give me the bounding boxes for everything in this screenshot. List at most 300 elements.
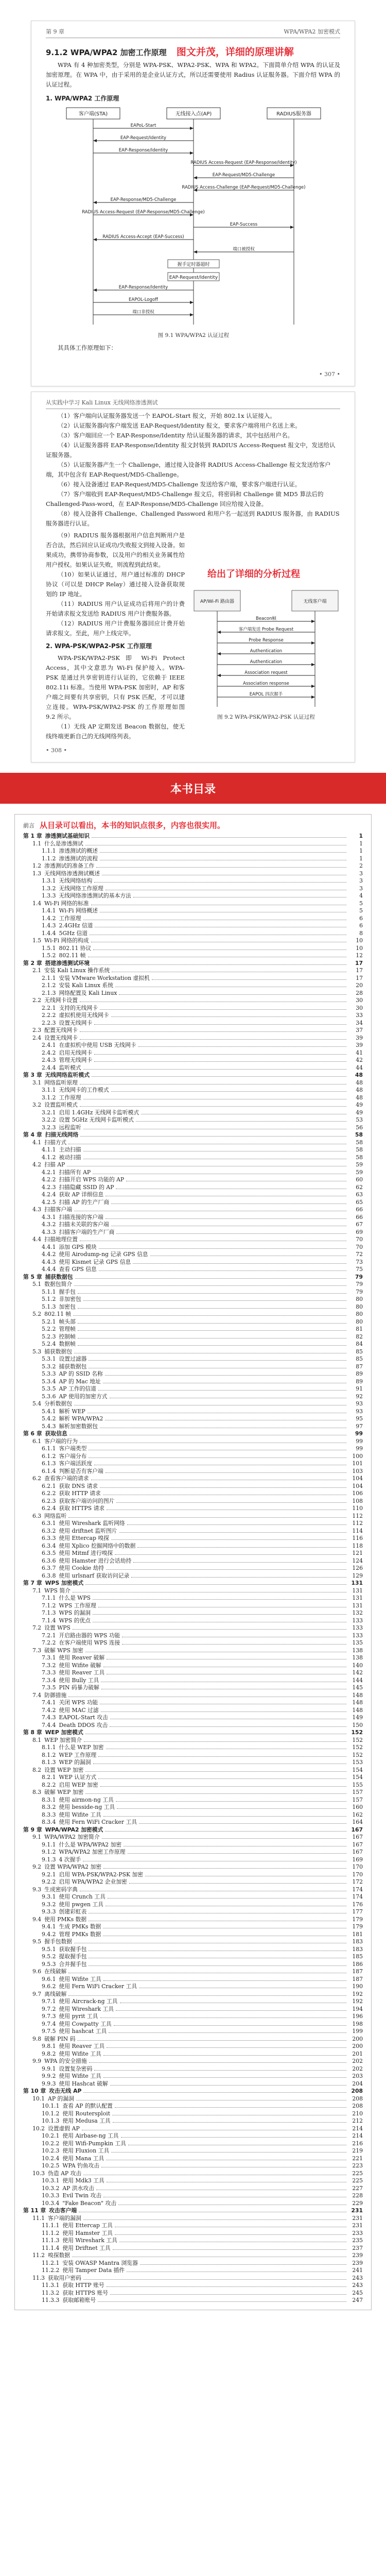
toc-dots: [74, 1401, 346, 1405]
toc-dots: [127, 2267, 346, 2272]
toc-lbl: 无线网卡设置: [44, 997, 78, 1004]
toc-pg: 148: [352, 1691, 363, 1699]
toc-lbl: WPA 钓鱼攻击: [62, 2162, 100, 2169]
toc-lbl: 使用 Wireshark 工具: [59, 2005, 114, 2012]
toc-pg: 219: [352, 2147, 363, 2154]
toc-pg: 60: [356, 1176, 363, 1183]
toc-entry: [23, 1400, 363, 1408]
toc-pg: 1: [359, 848, 363, 854]
toc-entry: [23, 2170, 363, 2178]
toc-num: 10.3.4: [42, 2199, 60, 2207]
toc-num: 5.1: [32, 1281, 42, 1287]
table-of-contents: [14, 814, 372, 2310]
toc-chapter: [23, 1430, 363, 1438]
toc-num: 9.2: [32, 1863, 42, 1870]
toc-num: 1.1: [32, 840, 42, 847]
toc-lbl: 使用 Wifite 工具: [59, 1811, 101, 1818]
toc-dots: [99, 1266, 346, 1271]
toc-pg: 160: [352, 1804, 363, 1810]
toc-lbl: 开启路由器的 WPS 功能: [59, 1632, 120, 1639]
toc-entry: [23, 1946, 363, 1954]
toc-entry: [23, 1543, 363, 1550]
toc-lbl: 添加 GPS 模块: [59, 1243, 97, 1250]
toc-pg: 167: [352, 1834, 363, 1840]
toc-pg: 37: [356, 1027, 363, 1033]
toc-entry: [23, 1453, 363, 1461]
toc-lbl: 在客户端使用 WPS 连接: [59, 1639, 120, 1646]
toc-entry: [23, 877, 363, 885]
toc-dots: [101, 1677, 346, 1682]
toc-entry: [23, 1483, 363, 1490]
toc-pg: 49: [356, 1109, 363, 1116]
toc-dots: [116, 1184, 346, 1189]
toc-entry: [23, 1908, 363, 1916]
toc-dots: [145, 1872, 346, 1876]
page-number: • 307 •: [319, 371, 340, 378]
toc-dots: [84, 1737, 346, 1742]
toc-dots: [100, 1700, 346, 1704]
toc-num: 第 2 章: [23, 959, 42, 967]
toc-num: 1.3.1: [42, 877, 56, 884]
toc-dots: [133, 1558, 346, 1563]
message-label: Beacon帧: [255, 616, 277, 621]
toc-dots: [137, 1543, 346, 1548]
toc-lbl: 使用 Hamster 进行会话劫持: [59, 1557, 132, 1564]
toc-pg: 58: [356, 1154, 363, 1161]
toc-lbl: 获取信息: [45, 1430, 67, 1437]
toc-pg: 73: [356, 1258, 363, 1265]
toc-entry: [23, 1856, 363, 1864]
toc-pg: 152: [352, 1736, 363, 1743]
toc-entry: [23, 1311, 363, 1318]
toc-num: 11.3.3: [42, 2297, 60, 2303]
toc-entry: [23, 1520, 363, 1528]
toc-chapter: [23, 1072, 363, 1079]
toc-pg: 97: [356, 1422, 363, 1430]
toc-pg: 121: [352, 1550, 363, 1556]
toc-dots: [107, 1505, 346, 1510]
toc-num: 4.4.4: [42, 1266, 56, 1273]
toc-dots: [94, 1461, 346, 1465]
toc-dots: [93, 1170, 346, 1174]
toc-entry: [23, 1662, 363, 1670]
toc-dots: [85, 1580, 346, 1585]
toc-dots: [106, 1192, 346, 1196]
toc-lbl: 管理无线网卡: [59, 1057, 93, 1063]
toc-entry: [23, 1094, 363, 1102]
toc-entry: [23, 2006, 363, 2013]
arrow-head: [93, 289, 97, 292]
toc-lbl: 无线网络结构: [59, 877, 93, 884]
toc-dots: [74, 1207, 346, 1211]
toc-entry: [23, 1602, 363, 1610]
toc-lbl: 解析加密数据包: [59, 1422, 98, 1430]
toc-lbl: 获取 HTTPS 请求: [59, 1505, 105, 1512]
toc-lbl: 扫描客户端的生产厂商: [59, 1228, 115, 1235]
toc-entry: [23, 1565, 363, 1572]
toc-lbl: 启用 WPA-PSK/WPA2-PSK 加密: [59, 1871, 144, 1878]
toc-pg: 169: [352, 1856, 363, 1863]
toc-entry: [23, 1931, 363, 1939]
toc-lbl: WPA 的安全措施: [44, 2058, 87, 2064]
toc-dots: [107, 1655, 346, 1659]
toc-lbl: 安装 VMware Workstation 虚拟机: [59, 974, 150, 981]
toc-pg: 48: [356, 1079, 363, 1086]
toc-entry: [23, 1961, 363, 1969]
toc-num: 4.4: [32, 1236, 42, 1243]
toc-pg: 204: [352, 2080, 363, 2087]
toc-num: 7.1: [32, 1587, 42, 1594]
toc-pg: 214: [352, 2132, 363, 2139]
toc-num: 5.2.3: [42, 1333, 56, 1340]
red-annotation: 从目录可以看出，本书的知识点很多，内容也很实用。: [40, 821, 225, 830]
toc-entry: [23, 1789, 363, 1797]
toc-num: 9.7.1: [42, 1998, 56, 2005]
toc-entry: [23, 1811, 363, 1819]
step-item: （4）认证服务器将 EAP-Response/Identity 报文封装到 RADIUS Access-Request 报文中，发送给认证服务器。: [46, 442, 336, 459]
toc-entry: [23, 1550, 363, 1557]
toc-lbl: 什么是 WPS: [59, 1595, 91, 1601]
toc-pg: 150: [352, 1721, 363, 1728]
toc-dots: [133, 1259, 346, 1264]
toc-lbl: 合并握手包: [59, 1960, 87, 1968]
toc-dots: [106, 1214, 346, 1219]
toc-lbl: 扫描地理位置: [44, 1236, 78, 1243]
toc-pg: 48: [356, 1087, 363, 1093]
toc-lbl: WPS 工作原理: [59, 1602, 96, 1609]
step-item: （1）客户端向认证服务器发送一个 EAPOL-Start 报文，开始 802.1x 认证接入。: [58, 412, 276, 419]
toc-dots: [131, 1573, 346, 1578]
toc-num: 11.2.1: [42, 2259, 60, 2266]
toc-lbl: 获取客户端访问的图片: [59, 1497, 115, 1504]
toc-entry: [23, 1849, 363, 1856]
toc-pg: 231: [351, 2207, 363, 2214]
toc-dots: [83, 2275, 346, 2280]
toc-num: 11.2: [32, 2252, 45, 2259]
toc-entry: [23, 2237, 363, 2245]
toc-lbl: 使用 Fluxion 工具: [62, 2147, 110, 2154]
toc-dots: [106, 1468, 346, 1473]
toc-entry: [23, 2185, 363, 2193]
toc-lbl: 使用 Cowpatty 工具: [59, 2020, 112, 2027]
toc-lbl: 创建彩虹表: [59, 1908, 87, 1915]
toc-num: 7.1.1: [42, 1595, 56, 1601]
toc-dots: [129, 1879, 346, 1884]
toc-pg: 129: [352, 1572, 363, 1579]
toc-entry: [23, 1528, 363, 1535]
toc-num: 9.3.2: [42, 1901, 56, 1908]
step-item: （5）认证服务器产生一个 Challenge，通过接入设备将 RADIUS Access-Challenge 报文发送给客户端，其中包含有 EAP-Request/MD5-Challenge。: [46, 461, 331, 478]
toc-lbl: 客户端类型: [59, 1445, 87, 1452]
toc-pg: 131: [352, 1602, 363, 1609]
toc-pg: 200: [352, 2035, 363, 2042]
toc-num: 7.3.1: [42, 1654, 56, 1661]
toc-num: 6.2.4: [42, 1505, 56, 1512]
toc-entry: [23, 1281, 363, 1289]
toc-dots: [98, 2297, 346, 2302]
toc-dots: [122, 1640, 346, 1645]
toc-lbl: 生成 PMKs 数据: [59, 1923, 101, 1930]
toc-pg: 190: [352, 1983, 363, 1990]
toc-lbl: 搭建渗透测试环境: [45, 959, 90, 967]
toc-pg: 80: [356, 1303, 363, 1310]
toc-num: 第 9 章: [23, 1826, 42, 1833]
toc-lbl: 解析 WPA/WPA2: [59, 1415, 103, 1422]
toc-num: 5.1.2: [42, 1296, 56, 1302]
toc-dots: [92, 1072, 346, 1077]
toc-num: 9.4.2: [42, 1930, 56, 1938]
toc-num: 3.2.2: [42, 1116, 56, 1123]
toc-pg: 227: [352, 2184, 363, 2192]
toc-entry: [23, 1587, 363, 1595]
toc-num: 4.3.1: [42, 1213, 56, 1221]
toc-dots: [85, 841, 346, 845]
message-label: Authentication: [250, 659, 283, 665]
toc-pg: 167: [352, 1849, 363, 1855]
toc-pg: 176: [352, 1901, 363, 1908]
toc-entry: [23, 1774, 363, 1782]
toc-dots: [67, 1162, 346, 1166]
toc-pg: 144: [352, 1676, 363, 1684]
toc-pg: 79: [356, 1281, 363, 1287]
toc-pg: 183: [352, 1938, 363, 1945]
toc-dots: [111, 1012, 346, 1017]
message-label: EAP-Request/Identity: [120, 135, 167, 141]
toc-pg: 58: [355, 1131, 363, 1138]
toc-entry: [23, 1572, 363, 1580]
toc-chapter: [23, 833, 363, 840]
toc-dots: [102, 1834, 346, 1839]
toc-entry: [23, 975, 363, 982]
toc-dots: [68, 1692, 346, 1697]
toc-pg: 3: [359, 885, 363, 892]
toc-num: 9.8: [32, 2035, 42, 2042]
toc-lbl: 数据包简介: [44, 1281, 73, 1287]
arrow-head: [194, 176, 197, 179]
toc-pg: 152: [352, 1744, 363, 1751]
toc-entry: [23, 1109, 363, 1117]
right-column: [192, 531, 340, 741]
toc-num: 5.3.6: [42, 1393, 56, 1400]
toc-entry: [23, 1266, 363, 1274]
toc-lbl: 什么是 WPA/WPA2 加密: [59, 1841, 122, 1848]
message-label: RADIUS Access-Request (EAP-Response/MD5-Challenge): [82, 210, 205, 215]
toc-entry: [23, 1341, 363, 1348]
toc-lbl: 破解 WEP 加密: [44, 1789, 84, 1795]
toc-pg: 104: [352, 1482, 363, 1489]
toc-dots: [83, 1147, 346, 1151]
toc-dots: [112, 2111, 346, 2115]
toc-num: 8.3.2: [42, 1804, 56, 1810]
message-label: EAP-Request/MD5-Challenge: [212, 173, 275, 178]
toc-dots: [68, 1140, 346, 1144]
toc-lbl: 安装 Kali Linux 操作系统: [44, 967, 110, 974]
toc-pg: 104: [352, 1475, 363, 1482]
arrow-head: [217, 674, 221, 677]
toc-pg: 59: [356, 1161, 363, 1168]
toc-dots: [105, 1371, 346, 1376]
toc-num: 5.2.4: [42, 1341, 56, 1347]
toc-num: 1.1.2: [42, 855, 56, 862]
toc-dots: [80, 1887, 346, 1891]
toc-lbl: 设置无线网卡: [44, 1034, 78, 1041]
toc-pg: 63: [356, 1191, 363, 1198]
toc-dots: [69, 1431, 346, 1435]
toc-lbl: 使用 pyrit 工具: [59, 2013, 98, 2020]
toc-pg: 179: [352, 1916, 363, 1923]
toc-dots: [136, 1117, 346, 1122]
toc-pg: 44: [356, 1064, 363, 1071]
book-page-307: [31, 21, 355, 386]
toc-lbl: 使用 Crunch 工具: [59, 1893, 106, 1900]
toc-dots: [89, 1446, 346, 1450]
toc-dots: [93, 945, 346, 950]
toc-dots: [74, 1939, 346, 1943]
toc-num: 9.1: [32, 1834, 42, 1840]
toc-entry: [23, 1408, 363, 1416]
toc-pg: 133: [352, 1632, 363, 1639]
toc-pg: 106: [352, 1490, 363, 1497]
toc-pg: 192: [352, 1998, 363, 2005]
arrow-head: [93, 139, 97, 142]
arrow-head: [311, 663, 315, 666]
toc-dots: [118, 2200, 346, 2205]
toc-lbl: 设置 WEP 加密: [44, 1766, 84, 1773]
toc-num: 3.2: [32, 1101, 42, 1108]
toc-lbl: 获取 HTTP 请求: [59, 1490, 101, 1497]
toc-entry: [23, 2050, 363, 2058]
toc-entry: [23, 1475, 363, 1483]
toc-lbl: 网络监听: [44, 1512, 67, 1519]
toc-num: 11.3.1: [42, 2282, 60, 2289]
arrow-head: [93, 238, 97, 241]
toc-dots: [80, 1035, 346, 1040]
message-label: 端口被授权: [233, 247, 255, 252]
left-paragraph: （12）RADIUS 用户计费服务器回应计费开始请求报文。至此，用户上线完毕。: [46, 620, 185, 637]
toc-entry: [23, 1722, 363, 1730]
toc-lbl: 工作原理: [59, 914, 81, 922]
toc-dots: [74, 1281, 346, 1286]
toc-lbl: 加密包: [59, 1303, 76, 1310]
toc-pg: 154: [352, 1774, 363, 1781]
toc-dots: [98, 1386, 346, 1391]
arrow-head: [217, 631, 221, 634]
toc-pg: 245: [352, 2289, 363, 2296]
toc-num: 8.1.1: [42, 1744, 56, 1751]
toc-pg: 81: [356, 1326, 363, 1332]
toc-pg: 114: [352, 1527, 363, 1534]
toc-dots: [113, 2245, 346, 2250]
toc-lbl: 扫描所有 AP: [59, 1168, 91, 1176]
toc-pg: 135: [352, 1639, 363, 1646]
toc-pg: 42: [356, 1057, 363, 1063]
message-label: EAP-Response/Identity: [118, 285, 168, 290]
toc-lbl: 查看 AP 的默认配置: [62, 2103, 113, 2109]
toc-dots: [106, 2156, 346, 2160]
message-label: Association response: [243, 681, 289, 686]
left-column: [46, 531, 185, 741]
toc-lbl: 无线网络工作原理: [59, 885, 103, 892]
toc-dots: [93, 1610, 346, 1615]
toc-pg: 92: [356, 1393, 363, 1400]
toc-dots: [107, 2043, 346, 2048]
toc-entry: [23, 1505, 363, 1513]
toc-entry: [23, 2132, 363, 2140]
toc-lbl: 使用 Mitmf 进行嗅探: [59, 1550, 113, 1556]
toc-pg: 6: [359, 914, 363, 922]
toc-dots: [103, 2051, 346, 2056]
arrow-head: [311, 641, 315, 645]
toc-pg: 4: [359, 892, 363, 899]
toc-entry: [23, 1901, 363, 1909]
toc-pg: 66: [356, 1206, 363, 1213]
toc-entry: [23, 1647, 363, 1655]
toc-entry: [23, 1289, 363, 1296]
toc-pg: 80: [356, 1296, 363, 1302]
toc-pg: 149: [352, 1714, 363, 1721]
toc-num: 6.1.3: [42, 1460, 56, 1467]
toc-dots: [114, 2021, 346, 2026]
toc-num: 6.1.2: [42, 1452, 56, 1460]
toc-pg: 12: [356, 952, 363, 959]
toc-num: 7.2: [32, 1624, 42, 1631]
toc-dots: [107, 1670, 346, 1674]
arrow-head: [190, 301, 194, 304]
toc-num: 8.1.3: [42, 1759, 56, 1766]
toc-pg: 110: [352, 1505, 363, 1512]
toc-entry: [23, 2200, 363, 2208]
toc-num: 9.9.1: [42, 2065, 56, 2072]
toc-entry: [23, 870, 363, 878]
toc-dots: [115, 1550, 346, 1555]
toc-dots: [94, 878, 346, 883]
toc-num: 11.3: [32, 2274, 45, 2281]
toc-dots: [80, 1102, 346, 1107]
book-title: 从实践中学习 Kali Linux 无线网络渗透测试: [46, 399, 158, 406]
toc-lbl: 获取邮箱账号: [62, 2297, 96, 2303]
toc-pg: 199: [352, 2028, 363, 2035]
toc-entry: [23, 1035, 363, 1042]
toc-num: 5.1.3: [42, 1303, 56, 1310]
toc-lbl: 客户端活跃度: [59, 1460, 93, 1467]
toc-dots: [103, 1976, 346, 1981]
banner-title: 本书目录: [170, 783, 216, 796]
toc-entry: [23, 2147, 363, 2155]
toc-num: 4.3.2: [42, 1221, 56, 1228]
toc-entry: [23, 1752, 363, 1759]
toc-lbl: 使用 Wifi-Pumpkin 工具: [62, 2140, 126, 2147]
toc-entry: [23, 1199, 363, 1207]
toc-pg: 174: [352, 1886, 363, 1893]
actor-label: 无线接入点(AP): [175, 111, 212, 117]
toc-entry: [23, 1169, 363, 1177]
toc-lbl: WPA/WPA2 加密工作原理: [59, 1849, 126, 1855]
toc-num: 2.4.4: [42, 1064, 56, 1071]
toc-dots: [111, 1199, 346, 1204]
toc-entry: [23, 1101, 363, 1109]
arrow-head: [93, 201, 97, 204]
psk-paragraph: WPA-PSK/WPA2-PSK 即 Wi-Fi Protect Access，其中文意思为 Wi-Fi 保护接入。WPA-PSK 是通过共享密钥进行认证的，它依赖于 IEEE 802.11i 标准。当使用 WPA-PSK 加密时，AP 和客户端之间要有共享密钥，只有 PSK 匹配，才可以建立连接。WPA-PSK/WPA2-PSK 的工作原理如图 9.2 所示。: [46, 654, 185, 720]
toc-entry: [23, 1841, 363, 1849]
toc-entry: [23, 2058, 363, 2065]
toc-entry: [23, 1176, 363, 1184]
toc-lbl: 使用 Bully 工具: [59, 1676, 99, 1684]
toc-lbl: 使用 Routersploit: [62, 2110, 111, 2117]
toc-num: 6.1.1: [42, 1445, 56, 1452]
toc-lbl: 使用 Airbase-ng 工具: [62, 2132, 119, 2139]
toc-dots: [91, 1476, 346, 1480]
toc-pg: 112: [352, 1520, 363, 1527]
